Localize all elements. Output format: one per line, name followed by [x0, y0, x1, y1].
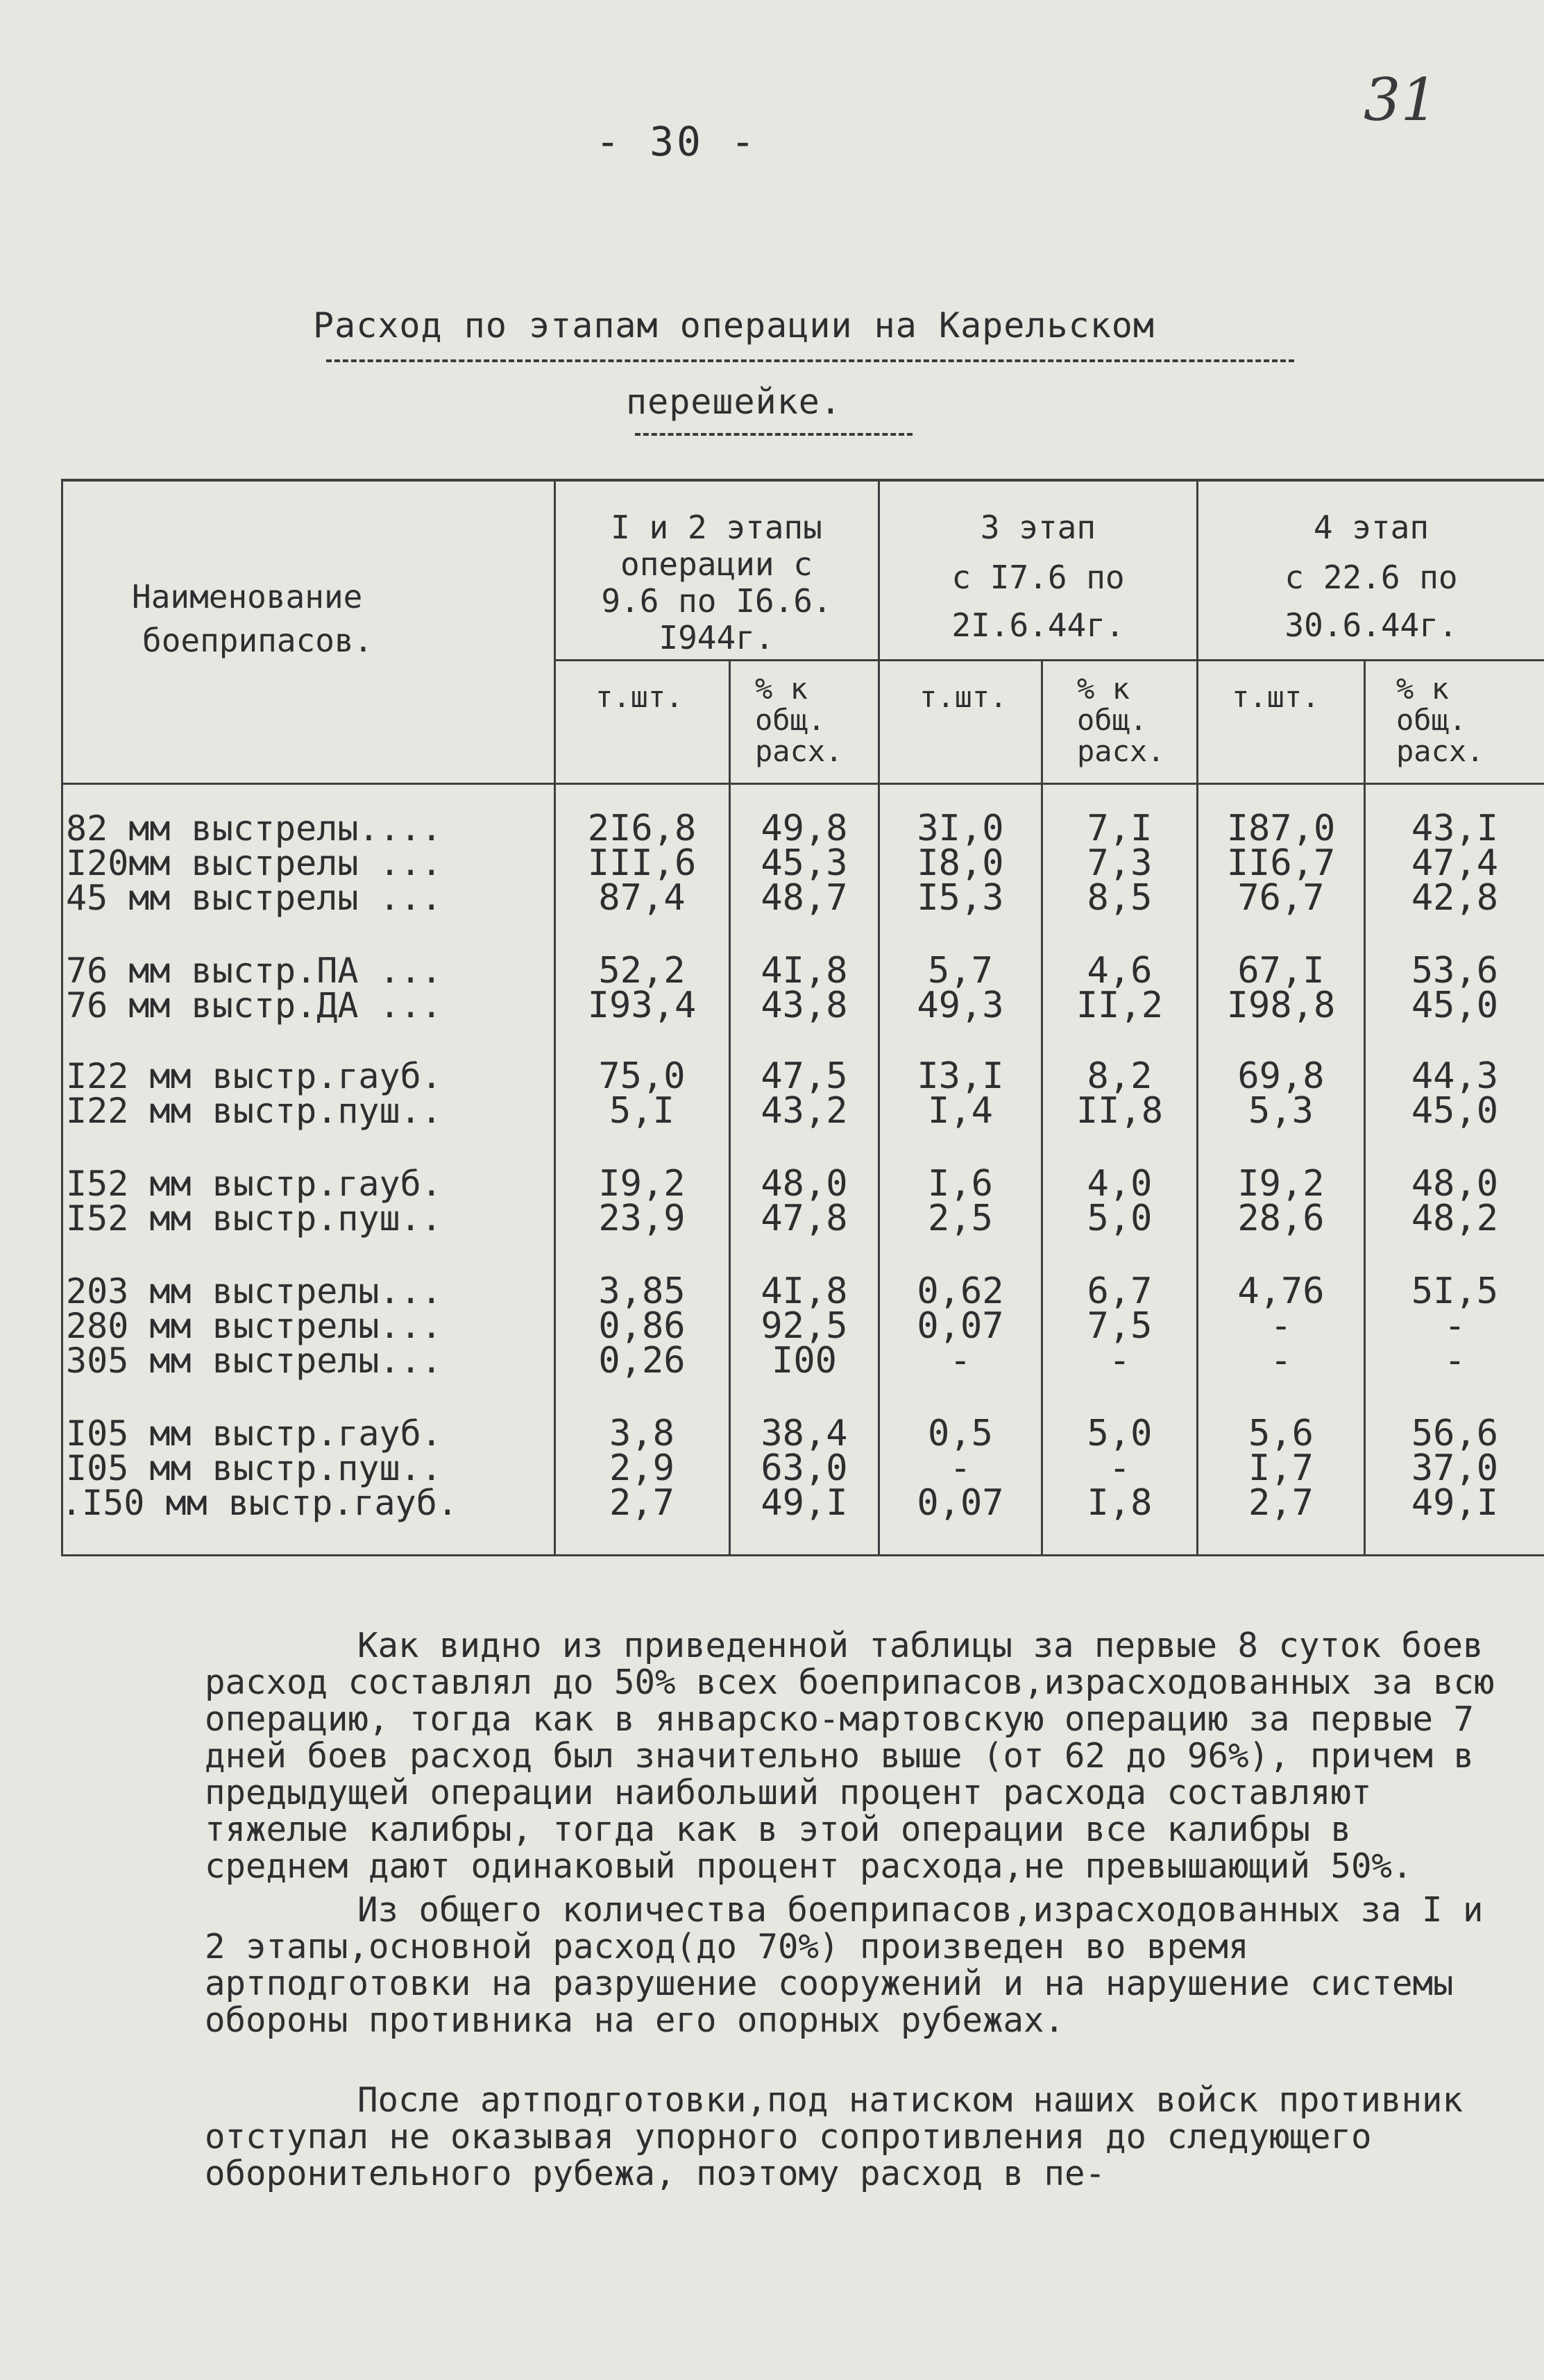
- table-cell: 2I6,8: [587, 808, 697, 849]
- title-underline-2: [635, 433, 913, 436]
- table-cell: 45,0: [1411, 985, 1499, 1026]
- table-cell: 8,5: [1087, 877, 1153, 919]
- paragraph-3: После артподготовки,под натиском наших войск противник отступал не оказывая упорного сопротивления до следующего оборонительного рубежа, поэтому расход в пе-: [205, 2080, 1464, 2193]
- row-name: 82 мм выстрелы....: [66, 808, 442, 849]
- table-cell: 0,62: [917, 1270, 1004, 1312]
- table-cell: -: [1443, 1305, 1466, 1347]
- table-cell: 49,8: [761, 808, 848, 849]
- pct-header-line2: общ.: [1396, 703, 1467, 737]
- table-cell: 5,3: [1248, 1090, 1314, 1132]
- table-cell: 47,4: [1411, 842, 1499, 884]
- row-name: I52 мм выстр.пуш..: [66, 1198, 442, 1239]
- pct-header-line3: расх.: [1077, 734, 1165, 768]
- table-cell: 37,0: [1411, 1447, 1499, 1489]
- paragraph-1: Как видно из приведенной таблицы за первые 8 суток боев расход составлял до 50% всех боеприпасов,израсходованных за всю операцию, тогда как в январско-мартовскую операцию за первые 7 дней боев расход был значительно выше (от 62 до 96%), причем в предыдущей операции наибольший процент расхода составляют тяжелые калибры, тогда как в этой операции все калибры в среднем дают одинаковый процент расхода,не превышающий 50%.: [205, 1626, 1495, 1886]
- row-name: I05 мм выстр.пуш..: [66, 1448, 442, 1488]
- pct-header-line3: расх.: [755, 734, 843, 768]
- table-cell: 6,7: [1087, 1270, 1153, 1312]
- table-cell: II,2: [1076, 985, 1164, 1026]
- row-name: 280 мм выстрелы...: [66, 1306, 442, 1346]
- table-cell: 7,5: [1087, 1305, 1153, 1347]
- stage3-header-line2: с I7.6 по: [951, 559, 1125, 596]
- stage3-header-line1: 3 этап: [980, 509, 1096, 546]
- table-cell: I9,2: [598, 1163, 686, 1205]
- table-cell: I8,0: [917, 842, 1004, 884]
- table-cell: I87,0: [1226, 808, 1336, 849]
- table-cell: 7,I: [1087, 808, 1153, 849]
- row-name: I20мм выстрелы ...: [66, 843, 442, 883]
- table-title-line1: Расход по этапам операции на Карельском: [313, 305, 1155, 346]
- row-name: 76 мм выстр.ДА ...: [66, 985, 442, 1026]
- table-cell: 53,6: [1411, 950, 1499, 992]
- table-cell: 56,6: [1411, 1413, 1499, 1454]
- row-name: I22 мм выстр.пуш..: [66, 1091, 442, 1131]
- table-cell: 3I,0: [917, 808, 1004, 849]
- table-cell: 7,3: [1087, 842, 1153, 884]
- table-cell: 5,7: [928, 950, 993, 992]
- table-cell: 38,4: [761, 1413, 848, 1454]
- table-cell: 4,0: [1087, 1163, 1153, 1205]
- table-cell: 5,I: [609, 1090, 675, 1132]
- table-cell: I93,4: [587, 985, 697, 1026]
- table-cell: 63,0: [761, 1447, 848, 1489]
- table-cell: 0,07: [917, 1305, 1004, 1347]
- table-title-line2: перешейке.: [625, 382, 842, 422]
- name-header-line1: Наименование: [132, 578, 363, 615]
- table-cell: 45,3: [761, 842, 848, 884]
- table-cell: 23,9: [598, 1198, 686, 1239]
- table-cell: II,8: [1076, 1090, 1164, 1132]
- row-name: 305 мм выстрелы...: [66, 1341, 442, 1381]
- table-border-top: [61, 479, 1544, 482]
- table-cell: 8,2: [1087, 1055, 1153, 1097]
- table-cell: 2,7: [1248, 1482, 1314, 1524]
- paragraph-2: Из общего количества боеприпасов,израсходованных за I и 2 этапы,основной расход(до 70%) произведен во время артподготовки на разрушение сооружений и на нарушение системы обороны противника на его опорных рубежах.: [205, 1890, 1484, 2040]
- stage3-header-line3: 2I.6.44г.: [951, 606, 1125, 644]
- table-cell: -: [949, 1447, 972, 1489]
- table-cell: 5,6: [1248, 1413, 1314, 1454]
- table-cell: 0,86: [598, 1305, 686, 1347]
- table-cell: -: [1443, 1340, 1466, 1382]
- table-cell: -: [1270, 1340, 1292, 1382]
- table-cell: II6,7: [1226, 842, 1336, 884]
- table-border-left: [61, 479, 63, 1556]
- pct-header-line1: % к: [1077, 672, 1130, 706]
- table-cell: -: [1108, 1447, 1131, 1489]
- row-name: 76 мм выстр.ПА ...: [66, 951, 442, 991]
- table-cell: I98,8: [1226, 985, 1336, 1026]
- row-name: 203 мм выстрелы...: [66, 1271, 442, 1311]
- table-cell: I,4: [928, 1090, 993, 1132]
- row-name: I05 мм выстр.гауб.: [66, 1413, 442, 1454]
- table-cell: 28,6: [1237, 1198, 1325, 1239]
- table-cell: 76,7: [1237, 877, 1325, 919]
- pct-header-line2: общ.: [755, 703, 826, 737]
- table-cell: 67,I: [1237, 950, 1325, 992]
- handwritten-page-number: 31: [1364, 66, 1438, 134]
- stage4-header-line3: 30.6.44г.: [1284, 606, 1458, 644]
- table-cell: 45,0: [1411, 1090, 1499, 1132]
- stage12-header-line2: операции с: [620, 545, 813, 583]
- table-cell: I3,I: [917, 1055, 1004, 1097]
- row-name: I52 мм выстр.гауб.: [66, 1164, 442, 1204]
- table-cell: 3,8: [609, 1413, 675, 1454]
- table-cell: I9,2: [1237, 1163, 1325, 1205]
- row-name: 45 мм выстрелы ...: [66, 878, 442, 918]
- stage12-header-line1: I и 2 этапы: [611, 509, 822, 546]
- pct-header-line3: расх.: [1396, 734, 1484, 768]
- table-cell: -: [1108, 1340, 1131, 1382]
- table-cell: 48,0: [761, 1163, 848, 1205]
- table-cell: 4,76: [1237, 1270, 1325, 1312]
- table-cell: 87,4: [598, 877, 686, 919]
- table-cell: 48,2: [1411, 1198, 1499, 1239]
- table-cell: 43,I: [1411, 808, 1499, 849]
- table-cell: 43,8: [761, 985, 848, 1026]
- table-cell: I5,3: [917, 877, 1004, 919]
- table-cell: I,8: [1087, 1482, 1153, 1524]
- table-cell: 2,5: [928, 1198, 993, 1239]
- table-cell: I00: [772, 1340, 837, 1382]
- table-cell: -: [949, 1340, 972, 1382]
- table-border-bottom: [61, 1554, 1544, 1556]
- table-header-divider: [61, 783, 1544, 785]
- table-cell: 2,9: [609, 1447, 675, 1489]
- table-cell: I,6: [928, 1163, 993, 1205]
- row-name: .I50 мм выстр.гауб.: [61, 1483, 458, 1523]
- table-cell: 92,5: [761, 1305, 848, 1347]
- table-cell: 47,5: [761, 1055, 848, 1097]
- table-cell: 43,2: [761, 1090, 848, 1132]
- table-cell: III,6: [587, 842, 697, 884]
- stage4-header-line2: с 22.6 по: [1284, 559, 1458, 596]
- table-cell: 42,8: [1411, 877, 1499, 919]
- table-cell: 44,3: [1411, 1055, 1499, 1097]
- table-cell: 47,8: [761, 1198, 848, 1239]
- table-cell: 4,6: [1087, 950, 1153, 992]
- table-cell: I,7: [1248, 1447, 1314, 1489]
- table-cell: 5,0: [1087, 1413, 1153, 1454]
- page-number: - 30 -: [595, 118, 758, 165]
- table-cell: 52,2: [598, 950, 686, 992]
- table-cell: 0,5: [928, 1413, 993, 1454]
- table-cell: 69,8: [1237, 1055, 1325, 1097]
- table-cell: 75,0: [598, 1055, 686, 1097]
- table-cell: 49,3: [917, 985, 1004, 1026]
- pct-header-line2: общ.: [1077, 703, 1148, 737]
- pct-header-line1: % к: [1396, 672, 1449, 706]
- table-cell: 2,7: [609, 1482, 675, 1524]
- table-cell: 4I,8: [761, 950, 848, 992]
- table-cell: 48,7: [761, 877, 848, 919]
- table-cell: 5I,5: [1411, 1270, 1499, 1312]
- stage12-header-line3: 9.6 по I6.6.: [601, 582, 832, 620]
- table-cell: 49,I: [761, 1482, 848, 1524]
- name-header-line2: боеприпасов.: [142, 622, 373, 659]
- row-name: I22 мм выстр.гауб.: [66, 1056, 442, 1096]
- table-cell: 0,26: [598, 1340, 686, 1382]
- table-cell: -: [1270, 1305, 1292, 1347]
- stage4-header-line1: 4 этап: [1313, 509, 1430, 546]
- title-underline: [326, 359, 1294, 362]
- table-cell: 5,0: [1087, 1198, 1153, 1239]
- body-text: [205, 1627, 1509, 2192]
- table-cell: 49,I: [1411, 1482, 1499, 1524]
- unit-header: т.шт.: [919, 680, 1008, 714]
- table-cell: 0,07: [917, 1482, 1004, 1524]
- stage12-header-line4: I944г.: [659, 619, 774, 656]
- table-cell: 3,85: [598, 1270, 686, 1312]
- unit-header: т.шт.: [595, 680, 684, 714]
- pct-header-line1: % к: [755, 672, 808, 706]
- table-cell: 4I,8: [761, 1270, 848, 1312]
- unit-header: т.шт.: [1232, 680, 1320, 714]
- table-cell: 48,0: [1411, 1163, 1499, 1205]
